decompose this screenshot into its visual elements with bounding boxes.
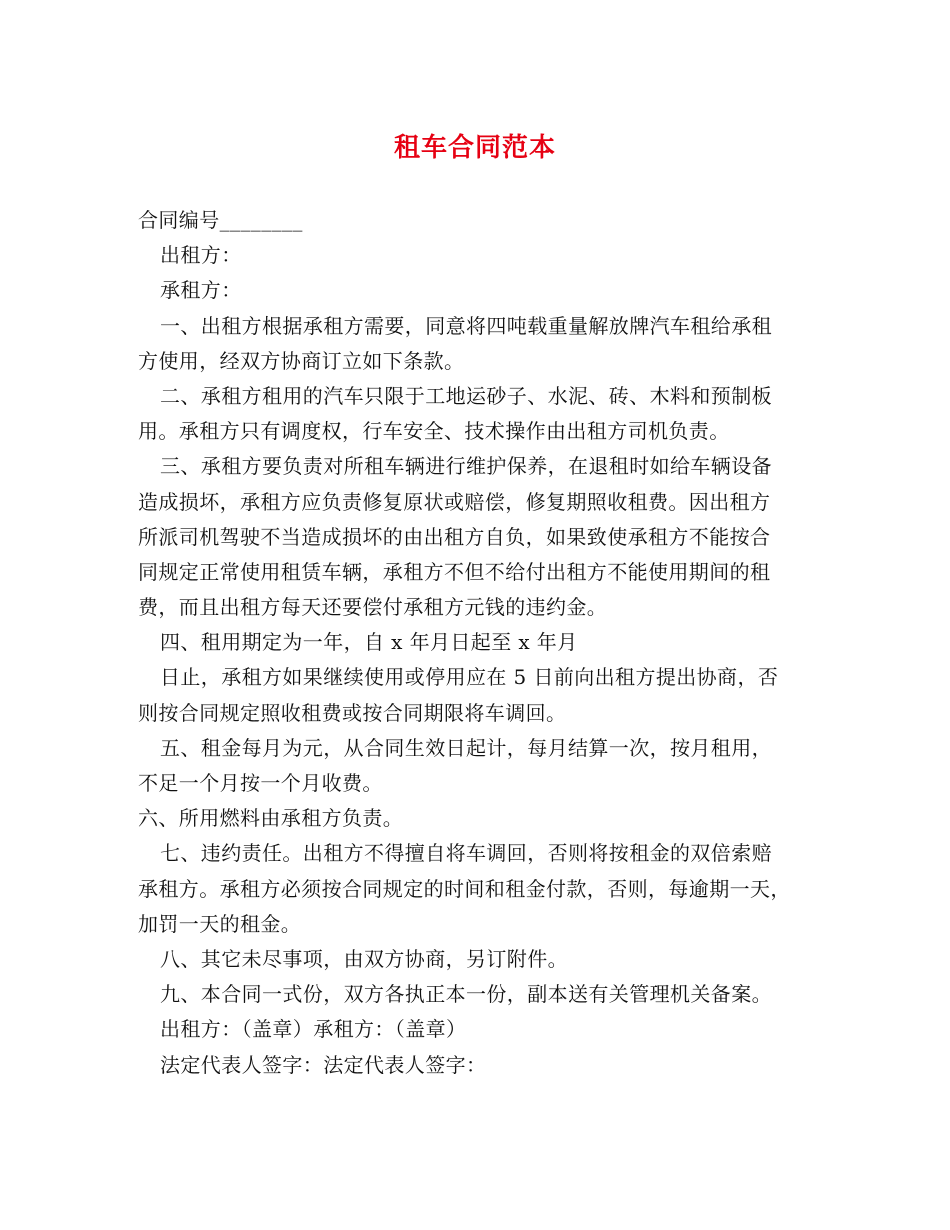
contract-line: 四、租用期定为一年，自 x 年月日起至 x 年月 (160, 630, 578, 655)
contract-line: 承租方。承租方必须按合同规定的时间和租金付款，否则，每逾期一天， (138, 876, 791, 901)
contract-line: 承租方： (160, 278, 242, 303)
contract-line: 八、其它未尽事项，由双方协商，另订附件。 (160, 946, 568, 971)
contract-line: 不足一个月按一个月收费。 (138, 771, 383, 795)
contract-line: 出租方： (160, 243, 242, 268)
contract-line: 合同编号________ (138, 208, 303, 232)
document-title: 租车合同范本 (393, 133, 556, 163)
contract-line: 五、租金每月为元，从合同生效日起计，每月结算一次，按月租用， (160, 735, 772, 760)
contract-line: 三、承租方要负责对所租车辆进行维护保养，在退租时如给车辆设备 (160, 454, 772, 479)
contract-line: 日止，承租方如果继续使用或停用应在 5 日前向出租方提出协商，否 (160, 665, 779, 690)
contract-line: 同规定正常使用租赁车辆，承租方不但不给付出租方不能使用期间的租 (138, 559, 771, 584)
contract-line: 七、违约责任。出租方不得擅自将车调回，否则将按租金的双倍索赔 (160, 841, 772, 866)
contract-line: 出租方：（盖章）承租方：（盖章） (160, 1017, 467, 1042)
contract-line: 一、出租方根据承租方需要，同意将四吨载重量解放牌汽车租给承租 (160, 313, 772, 338)
contract-line: 方使用，经双方协商订立如下条款。 (138, 348, 465, 373)
contract-body (138, 203, 838, 1083)
contract-line: 则按合同规定照收租费或按合同期限将车调回。 (138, 700, 567, 725)
contract-line: 二、承租方租用的汽车只限于工地运砂子、水泥、砖、木料和预制板 (160, 383, 772, 408)
contract-line: 造成损坏，承租方应负责修复原状或赔偿，修复期照收租费。因出租方 (138, 489, 771, 514)
contract-line: 法定代表人签字：法定代表人签字： (160, 1052, 487, 1077)
contract-line: 九、本合同一式份，双方各执正本一份，副本送有关管理机关备案。 (160, 982, 772, 1007)
contract-line: 加罚一天的租金。 (138, 911, 302, 936)
contract-line: 所派司机驾驶不当造成损坏的由出租方自负，如果致使承租方不能按合 (138, 524, 771, 549)
contract-line: 六、所用燃料由承租方负责。 (138, 806, 404, 831)
contract-line: 费，而且出租方每天还要偿付承租方元钱的违约金。 (138, 595, 608, 620)
contract-line: 用。承租方只有调度权，行车安全、技术操作由出租方司机负责。 (138, 419, 730, 444)
